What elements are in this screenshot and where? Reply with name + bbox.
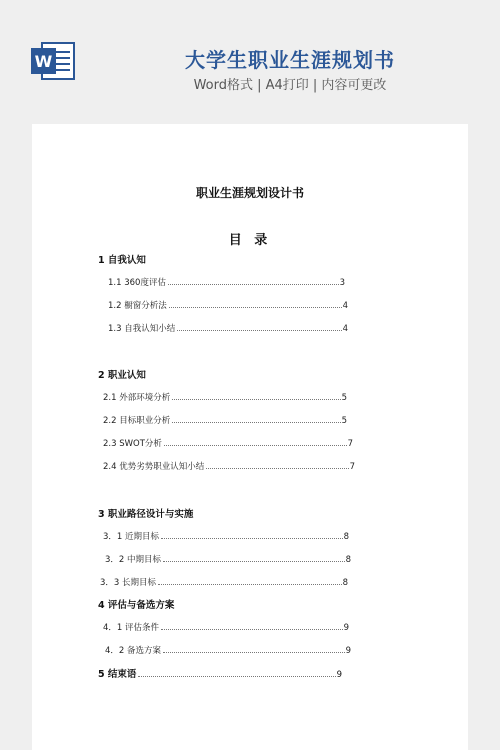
toc-page-number: 7 bbox=[347, 439, 353, 449]
toc-entry-label: 1.1 360度评估 bbox=[108, 278, 166, 288]
toc-entry bbox=[103, 391, 347, 403]
toc-leader-dots bbox=[168, 284, 339, 285]
toc-entry-label: 2.4 优势劣势职业认知小结 bbox=[103, 462, 205, 472]
toc-entry-label: 1 自我认知 bbox=[98, 255, 146, 266]
toc-entry-label: 1.2 橱窗分析法 bbox=[108, 301, 167, 311]
toc-entry-label: 3．1 近期目标 bbox=[103, 532, 160, 542]
toc-entry bbox=[103, 437, 353, 449]
toc-entry-label: 2.2 目标职业分析 bbox=[103, 416, 171, 426]
toc-page-number: 4 bbox=[342, 324, 348, 334]
page-subtitle: Word格式 | A4打印 | 内容可更改 bbox=[193, 78, 387, 93]
document-page bbox=[32, 124, 468, 750]
toc-entry-label: 4．2 备选方案 bbox=[105, 646, 162, 656]
toc-entry bbox=[103, 530, 349, 542]
toc-entry bbox=[100, 576, 348, 588]
toc-entry bbox=[103, 414, 347, 426]
toc-page-number: 7 bbox=[349, 462, 355, 472]
header bbox=[0, 0, 500, 125]
toc-entry-label: 4．1 评估条件 bbox=[103, 623, 160, 633]
toc-leader-dots bbox=[163, 561, 345, 562]
toc-entry bbox=[105, 553, 351, 565]
toc-leader-dots bbox=[172, 422, 340, 423]
toc-entry-label: 2.3 SWOT分析 bbox=[103, 439, 162, 449]
toc-page-number: 8 bbox=[345, 555, 351, 565]
toc-entry bbox=[98, 666, 342, 680]
document-title: 职业生涯规划设计书 bbox=[195, 186, 304, 200]
toc-entry bbox=[108, 276, 345, 288]
toc-page-number: 8 bbox=[343, 532, 349, 542]
toc-entry-label: 3．2 中期目标 bbox=[105, 555, 162, 565]
toc-page-number: 5 bbox=[341, 416, 347, 426]
toc-leader-dots bbox=[158, 584, 342, 585]
toc-section bbox=[98, 597, 174, 611]
toc-entry-label: 4 评估与备选方案 bbox=[98, 600, 175, 611]
toc-leader-dots bbox=[169, 307, 342, 308]
toc-entry-label: 3．3 长期目标 bbox=[100, 578, 157, 588]
toc-leader-dots bbox=[177, 330, 341, 331]
toc-leader-dots bbox=[172, 399, 340, 400]
toc-leader-dots bbox=[164, 445, 347, 446]
toc-entry bbox=[103, 621, 349, 633]
toc-entry bbox=[108, 299, 348, 311]
toc-entry bbox=[103, 460, 355, 472]
toc-leader-dots bbox=[206, 468, 348, 469]
toc-page-number: 9 bbox=[343, 623, 349, 633]
toc-page-number: 8 bbox=[342, 578, 348, 588]
toc-leader-dots bbox=[138, 676, 335, 677]
svg-text:W: W bbox=[34, 52, 53, 71]
toc-leader-dots bbox=[163, 652, 345, 653]
toc-section bbox=[98, 252, 146, 266]
toc-heading: 目 录 bbox=[228, 233, 272, 248]
toc-entry-label: 2.1 外部环境分析 bbox=[103, 393, 171, 403]
page-title: 大学生职业生涯规划书 bbox=[185, 48, 395, 72]
toc-section bbox=[98, 506, 193, 520]
toc-entry-label: 3 职业路径设计与实施 bbox=[98, 509, 194, 520]
toc-page-number: 4 bbox=[342, 301, 348, 311]
toc-entry-label: 1.3 自我认知小结 bbox=[108, 324, 176, 334]
toc-section bbox=[98, 367, 146, 381]
word-icon bbox=[30, 40, 76, 82]
toc-leader-dots bbox=[161, 629, 343, 630]
toc-entry-label: 5 结束语 bbox=[98, 669, 137, 680]
toc-leader-dots bbox=[161, 538, 343, 539]
toc-entry bbox=[108, 322, 348, 334]
toc-entry-label: 2 职业认知 bbox=[98, 370, 146, 381]
toc-page-number: 3 bbox=[339, 278, 345, 288]
toc-page-number: 9 bbox=[336, 670, 342, 680]
toc-page-number: 5 bbox=[341, 393, 347, 403]
toc-entry bbox=[105, 644, 351, 656]
toc-page-number: 9 bbox=[345, 646, 351, 656]
